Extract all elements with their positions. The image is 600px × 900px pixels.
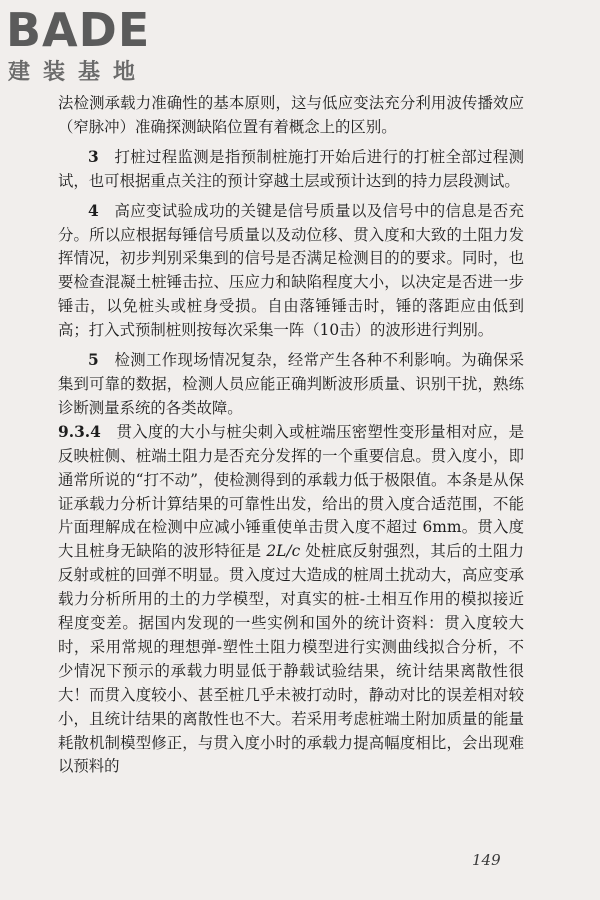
section-text-part2: 处桩底反射强烈，其后的土阻力反射或桩的回弹不明显。贯入度过大造成的桩周土扰动大，高应变承载力分析所用的土的力学模型，对真实的桩-土相互作用的模拟接近程度变差。据国内发现的一些实例和国外的统计资料：贯入度较大时，采用常规的理想弹-塑性土阻力模型进行实测曲线拟合分析，不少情况下预示的承载力明显低于静载试验结果，统计结果离散性很大！而贯入度较小、甚至桩几乎未被打动时，静动对比的误差相对较小，且统计结果的离散性也不大。若采用考虑桩端土附加质量的能量耗散机制模型修正，与贯入度小时的承载力提高幅度相比，会出现难以预料的 xyxy=(58,542,524,776)
document-body xyxy=(58,92,524,779)
item-number: 3 xyxy=(88,147,99,166)
paragraph-text: 打桩过程监测是指预制桩施打开始后进行的打桩全部过程测试，也可根据重点关注的预计穿越土层或预计达到的持力层段测试。 xyxy=(58,147,524,190)
logo-wordmark: BADE xyxy=(6,3,151,57)
paragraph-item-3 xyxy=(58,146,524,194)
paragraph-continuation xyxy=(58,92,524,140)
logo xyxy=(6,4,176,90)
section-9-3-4 xyxy=(58,421,524,780)
logo-subtitle: 建装基地 xyxy=(8,60,149,85)
section-text-part1: 贯入度的大小与桩尖刺入或桩端压密塑性变形量相对应，是反映桩侧、桩端土阻力是否充分发挥的一个重要信息。贯入度小，即通常所说的“打不动”，使检测得到的承载力低于极限值。本条是从保证承载力分析计算结果的可靠性出发，给出的贯入度合适范围，不能片面理解成在检测中应减小锤重使单击贯入度不超过 6mm。贯入度大且桩身无缺陷的波形特征是 xyxy=(58,422,524,561)
paragraph-text: 高应变试验成功的关键是信号质量以及信号中的信息是否充分。所以应根据每锤信号质量以及动位移、贯入度和大致的土阻力发挥情况，初步判别采集到的信号是否满足检测目的的要求。同时，也要检查混凝土桩锤击拉、压应力和缺陷程度大小，以决定是否进一步锤击，以免桩头或桩身受损。自由落锤锤击时，锤的落距应由低到高；打入式预制桩则按每次采集一阵（10击）的波形进行判别。 xyxy=(58,201,524,340)
paragraph-item-4 xyxy=(58,200,524,343)
formula: 2L/c xyxy=(266,542,301,561)
item-number: 5 xyxy=(88,351,99,370)
paragraph-text: 检测工作现场情况复杂，经常产生各种不利影响。为确保采集到可靠的数据，检测人员应能正确判断波形质量、识别干扰，熟练诊断测量系统的各类故障。 xyxy=(58,351,524,417)
item-number: 4 xyxy=(88,201,99,220)
section-number: 9.3.4 xyxy=(58,422,101,441)
paragraph-item-5 xyxy=(58,349,524,421)
paragraph-text: 法检测承载力准确性的基本原则，这与低应变法充分利用波传播效应（窄脉冲）准确探测缺陷位置有着概念上的区别。 xyxy=(58,94,524,136)
page-number: 149 xyxy=(472,851,501,869)
